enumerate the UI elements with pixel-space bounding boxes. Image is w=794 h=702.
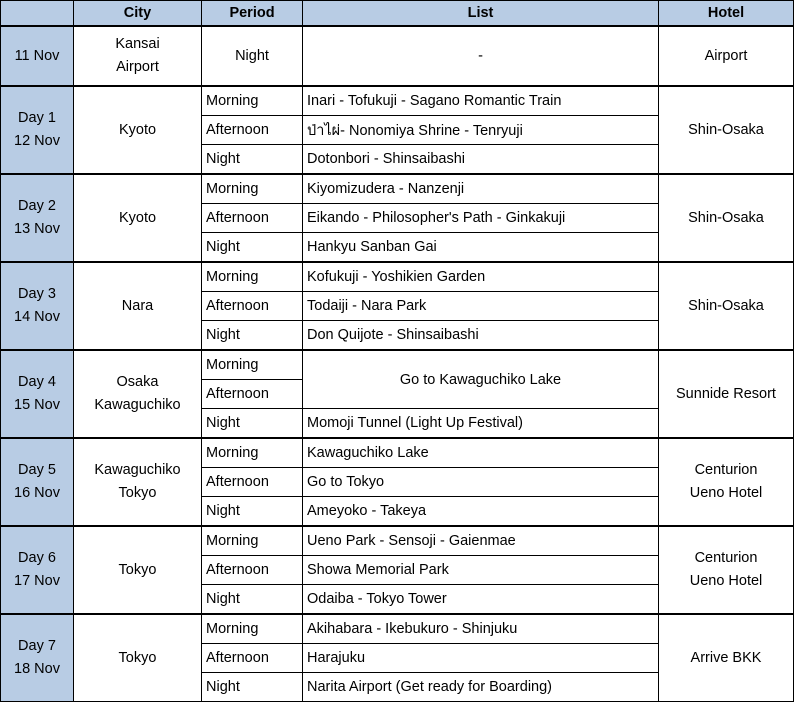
list-cell: Don Quijote - Shinsaibashi [303, 321, 659, 351]
day-row [1, 526, 794, 556]
day-date: 14 Nov [14, 309, 60, 325]
day-hotel-line1: Sunnide Resort [676, 385, 776, 402]
day-date: 15 Nov [14, 397, 60, 413]
day-city [74, 262, 202, 350]
period-cell: Afternoon [202, 644, 303, 673]
arrival-date [1, 26, 74, 86]
day-label: Day 5 [18, 462, 56, 478]
day-city [74, 614, 202, 702]
day-city [74, 438, 202, 526]
arrival-row [1, 26, 794, 86]
period-cell: Morning [202, 350, 303, 380]
day-date: 18 Nov [14, 661, 60, 677]
list-cell: Hankyu Sanban Gai [303, 233, 659, 263]
header-period: Period [202, 1, 303, 27]
day-city [74, 350, 202, 438]
day-city-line1: Nara [121, 297, 154, 314]
list-cell: Inari - Tofukuji - Sagano Romantic Train [303, 86, 659, 116]
day-city [74, 174, 202, 262]
period-cell: Afternoon [202, 380, 303, 409]
header-hotel: Hotel [659, 1, 794, 27]
period-cell: Night [202, 673, 303, 702]
day-date-cell [1, 350, 74, 438]
list-cell: Akihabara - Ikebukuro - Shinjuku [303, 614, 659, 644]
list-cell: Showa Memorial Park [303, 556, 659, 585]
period-cell: Afternoon [202, 556, 303, 585]
period-cell: Afternoon [202, 116, 303, 145]
period-cell: Night [202, 497, 303, 527]
period-cell: Night [202, 233, 303, 263]
list-cell: Eikando - Philosopher's Path - Ginkakuji [303, 204, 659, 233]
day-hotel [659, 614, 794, 702]
list-cell: Momoji Tunnel (Light Up Festival) [303, 409, 659, 439]
list-cell: Ueno Park - Sensoji - Gaienmae [303, 526, 659, 556]
day-hotel [659, 438, 794, 526]
day-city [74, 86, 202, 174]
day-city-line1: Kyoto [118, 121, 157, 138]
day-hotel-line1: Arrive BKK [690, 649, 762, 666]
day-hotel-line2: Ueno Hotel [689, 573, 763, 589]
day-hotel-line2: Ueno Hotel [689, 485, 763, 501]
day-city-line1: Osaka [116, 374, 159, 390]
day-date-cell [1, 262, 74, 350]
day-date-cell [1, 438, 74, 526]
list-cell: Odaiba - Tokyo Tower [303, 585, 659, 615]
day-hotel [659, 262, 794, 350]
period-cell: Night [202, 321, 303, 351]
day-city-line1: Kawaguchiko [94, 462, 181, 478]
day-hotel-line1: Shin-Osaka [688, 121, 764, 138]
day-hotel [659, 174, 794, 262]
period-cell: Night [202, 145, 303, 175]
day-label: Day 6 [18, 550, 56, 566]
arrival-period: Night [202, 26, 303, 86]
day-hotel-line1: Shin-Osaka [688, 297, 764, 314]
period-cell: Morning [202, 526, 303, 556]
day-city-line2: Kawaguchiko [94, 397, 181, 413]
list-cell: Kofukuji - Yoshikien Garden [303, 262, 659, 292]
period-cell: Night [202, 409, 303, 439]
list-cell: ป่าไผ่- Nonomiya Shrine - Tenryuji [303, 116, 659, 145]
list-cell: Kiyomizudera - Nanzenji [303, 174, 659, 204]
day-label: Day 3 [18, 286, 56, 302]
day-city [74, 526, 202, 614]
period-cell: Afternoon [202, 468, 303, 497]
day-date: 16 Nov [14, 485, 60, 501]
day-row [1, 86, 794, 116]
arrival-city-line2: Airport [116, 59, 159, 75]
period-cell: Night [202, 585, 303, 615]
arrival-list: - [303, 26, 659, 86]
day-city-line1: Tokyo [118, 649, 157, 666]
header-date [1, 1, 74, 27]
period-cell: Morning [202, 174, 303, 204]
arrival-date-text: 11 Nov [14, 47, 60, 64]
day-label: Day 4 [18, 374, 56, 390]
period-cell: Morning [202, 438, 303, 468]
list-cell: Kawaguchiko Lake [303, 438, 659, 468]
period-cell: Afternoon [202, 204, 303, 233]
day-row [1, 614, 794, 644]
header-list: List [303, 1, 659, 27]
header-city: City [74, 1, 202, 27]
day-label: Day 7 [18, 638, 56, 654]
list-cell: Ameyoko - Takeya [303, 497, 659, 527]
day-label: Day 1 [18, 110, 56, 126]
day-date-cell [1, 86, 74, 174]
day-row [1, 438, 794, 468]
day-date-cell [1, 614, 74, 702]
period-cell: Morning [202, 86, 303, 116]
header-row [1, 1, 794, 27]
day-city-line1: Tokyo [118, 561, 157, 578]
arrival-city-line1: Kansai [115, 36, 160, 52]
arrival-hotel: Airport [659, 26, 794, 86]
day-date: 17 Nov [14, 573, 60, 589]
day-hotel [659, 526, 794, 614]
day-row [1, 174, 794, 204]
list-cell: Dotonbori - Shinsaibashi [303, 145, 659, 175]
period-cell: Morning [202, 614, 303, 644]
day-city-line2: Tokyo [118, 485, 157, 501]
day-hotel [659, 350, 794, 438]
list-cell: Harajuku [303, 644, 659, 673]
day-date: 13 Nov [14, 221, 60, 237]
period-cell: Afternoon [202, 292, 303, 321]
day-city-line1: Kyoto [118, 209, 157, 226]
period-cell: Morning [202, 262, 303, 292]
day-hotel-line1: Centurion [694, 462, 758, 478]
day-row [1, 350, 794, 380]
day-hotel-line1: Centurion [694, 550, 758, 566]
day-date: 12 Nov [14, 133, 60, 149]
day-hotel-line1: Shin-Osaka [688, 209, 764, 226]
list-cell: Todaiji - Nara Park [303, 292, 659, 321]
day-date-cell [1, 526, 74, 614]
arrival-city [74, 26, 202, 86]
list-cell: Go to Tokyo [303, 468, 659, 497]
merged-list-cell: Go to Kawaguchiko Lake [303, 350, 659, 409]
day-date-cell [1, 174, 74, 262]
day-hotel [659, 86, 794, 174]
day-row [1, 262, 794, 292]
list-cell: Narita Airport (Get ready for Boarding) [303, 673, 659, 702]
day-label: Day 2 [18, 198, 56, 214]
